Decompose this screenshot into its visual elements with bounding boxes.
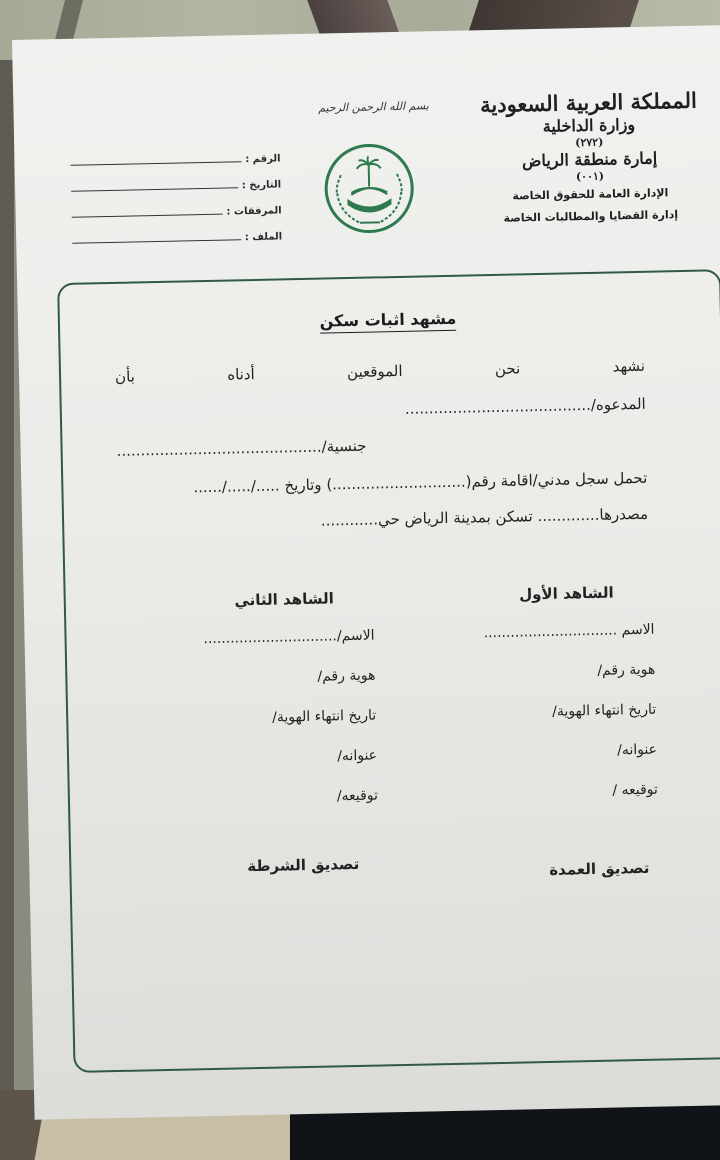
- witness-first: [444, 583, 659, 825]
- statement-line-4[interactable]: تحمل سجل مدني/اقامة رقم(............................) وتاريخ ...../...../......: [193, 468, 648, 497]
- ministry-name: وزارة الداخلية: [542, 114, 636, 136]
- form-title-text: مشهد اثبات سكن: [319, 309, 456, 334]
- basmala: بسم الله الرحمن الرحيم: [318, 99, 429, 115]
- nationality-field[interactable]: جنسية/...........................................: [116, 436, 367, 460]
- ref-file-line[interactable]: [72, 239, 241, 244]
- ref-date-label: التاريخ :: [241, 179, 282, 192]
- witness-second-id[interactable]: هوية رقم/: [317, 667, 376, 685]
- ref-date-row: [71, 164, 281, 194]
- saudi-emblem-icon: [322, 142, 416, 236]
- ref-file-label: الملف :: [244, 231, 283, 244]
- witness-second-heading: الشاهد الثاني: [234, 589, 334, 610]
- mayor-approval: تصديق العمدة: [549, 858, 650, 879]
- emirate-name: إمارة منطقة الرياض: [521, 148, 658, 171]
- witness-second-id-expiry[interactable]: تاريخ انتهاء الهوية/: [272, 707, 377, 726]
- witness-second-name[interactable]: الاسم/..............................: [203, 627, 375, 648]
- emirate-code: (٠٠١): [575, 169, 605, 184]
- witness-first-id-expiry[interactable]: تاريخ انتهاء الهوية/: [551, 701, 657, 720]
- ref-number-label: الرقم :: [245, 153, 281, 166]
- invitee-name-field[interactable]: المدعوه/.......................................: [404, 394, 646, 418]
- witness-second-signature[interactable]: توقيعه/: [336, 787, 379, 805]
- police-approval: تصديق الشرطة: [247, 854, 360, 876]
- department-name: الإدارة العامة للحقوق الخاصة: [512, 186, 669, 203]
- paper-sheet: [12, 25, 720, 1120]
- witness-first-address[interactable]: عنوانه/: [617, 741, 658, 759]
- witness-first-id[interactable]: هوية رقم/: [597, 661, 656, 679]
- organization-header: [473, 88, 706, 231]
- witness-first-name[interactable]: الاسم ..............................: [483, 621, 655, 642]
- statement-line-5[interactable]: مصدرها............. تسكن بمدينة الرياض حي............: [320, 504, 649, 530]
- ref-attachments-label: المرفقات :: [226, 205, 282, 218]
- witness-second: [164, 589, 379, 831]
- reference-fields: [70, 138, 282, 246]
- witness-second-address[interactable]: عنوانه/: [337, 747, 378, 765]
- kingdom-name: المملكة العربية السعودية: [479, 87, 698, 118]
- division-name: إدارة القضايا والمطالبات الخاصة: [503, 208, 679, 225]
- witness-first-heading: الشاهد الأول: [518, 583, 614, 604]
- witness-first-signature[interactable]: توقيعه /: [612, 781, 659, 799]
- ministry-code: (٢٧٢): [575, 135, 604, 150]
- ref-file-row: [72, 216, 282, 246]
- ref-attachments-row: [71, 190, 281, 220]
- background-object: [0, 60, 14, 1100]
- statement-line-1: نشهد نحن الموقعين أدناه بأن: [114, 356, 646, 386]
- ref-number-row: [70, 138, 280, 168]
